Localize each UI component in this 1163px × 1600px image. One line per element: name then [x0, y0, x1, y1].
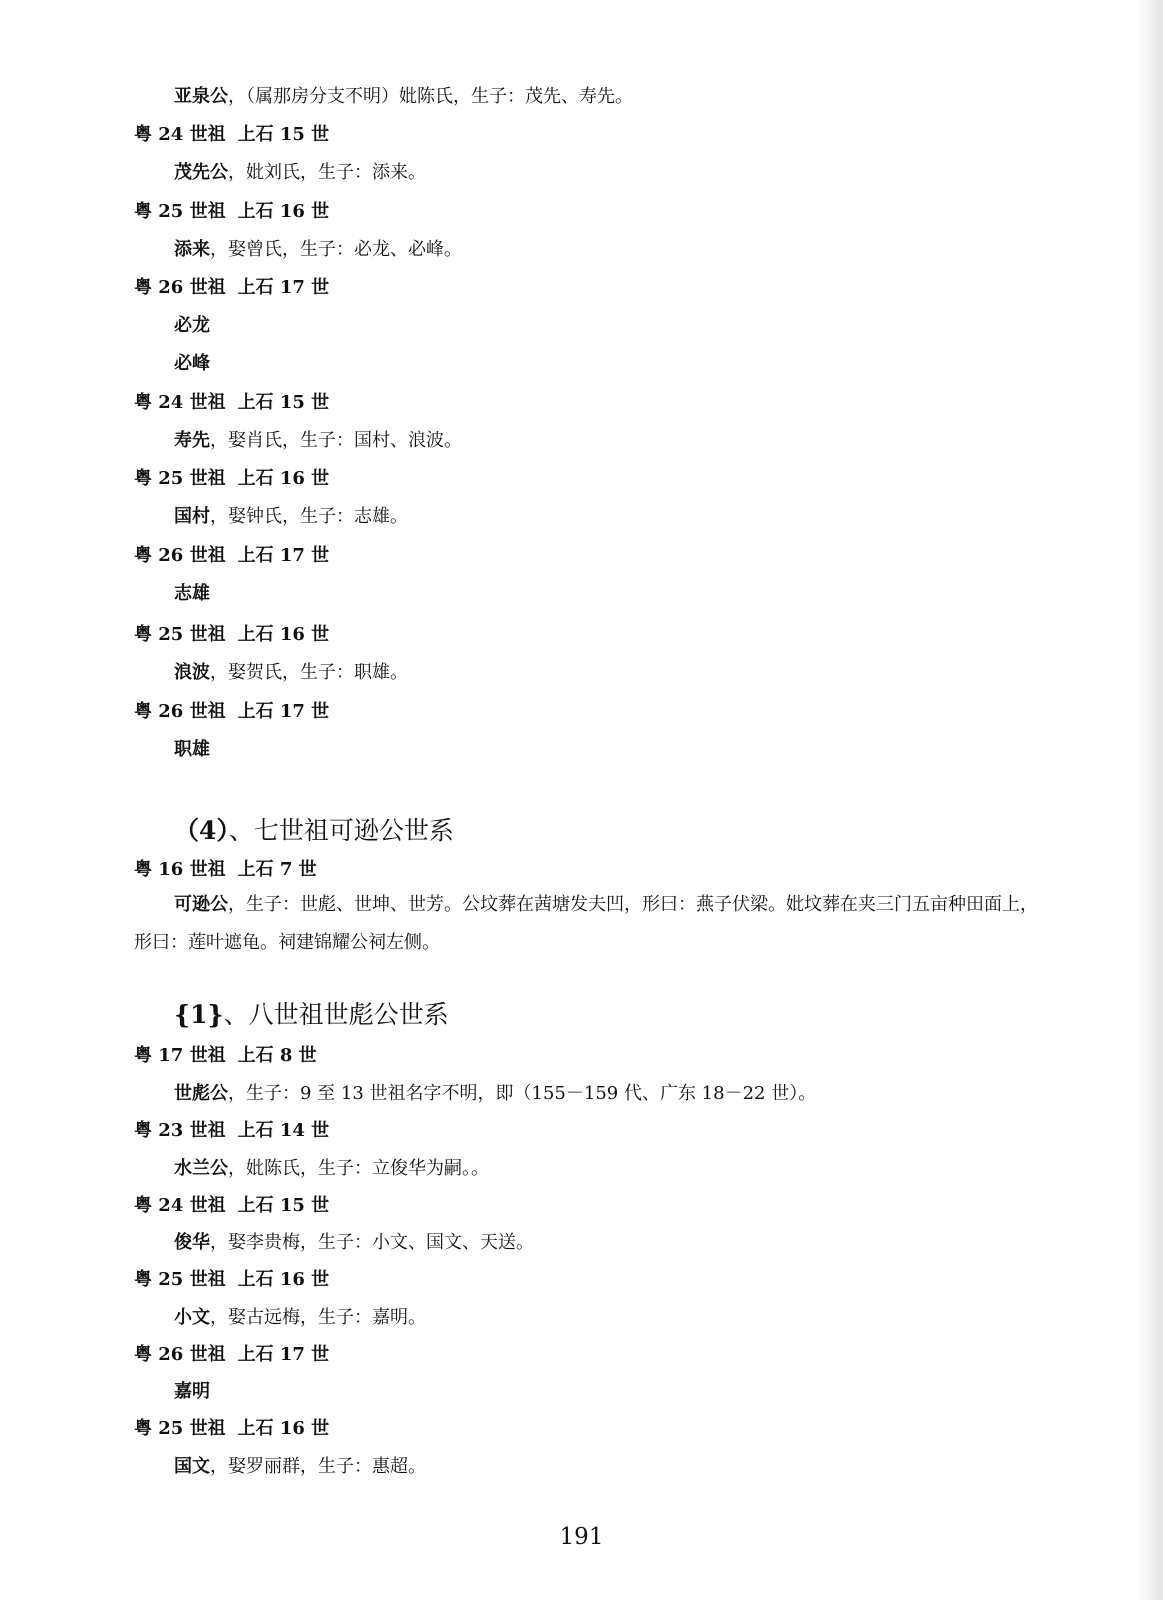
generation-shangshi: 上石 17 世: [237, 1344, 330, 1365]
genealogy-entry: [174, 1383, 210, 1401]
person-name: 浪波: [174, 662, 210, 683]
person-name: 职雄: [174, 739, 210, 760]
person-name: 亚泉公: [174, 86, 228, 107]
entry-text: ，娶李贵梅，生子：小文、国文、天送。: [210, 1232, 534, 1253]
entry-text: ，生子：9 至 13 世祖名字不明，即（155－159 代、广东 18－22 世）。: [228, 1083, 817, 1104]
generation-shangshi: 上石 17 世: [237, 701, 330, 722]
person-name: 必峰: [174, 353, 210, 374]
generation-header: [134, 394, 329, 412]
section-title: 、八世祖世彪公世系: [223, 1000, 449, 1029]
generation-header: [134, 279, 329, 297]
generation-header: [134, 1271, 329, 1289]
generation-guangdong: 粤 25 世祖: [134, 1418, 226, 1439]
generation-shangshi: 上石 14 世: [237, 1120, 330, 1141]
person-name: 小文: [174, 1307, 210, 1328]
generation-guangdong: 粤 25 世祖: [134, 201, 226, 222]
generation-guangdong: 粤 17 世祖: [134, 1045, 226, 1066]
genealogy-entry: [174, 508, 408, 526]
generation-header: [134, 1047, 317, 1065]
generation-shangshi: 上石 16 世: [237, 624, 330, 645]
generation-guangdong: 粤 24 世祖: [134, 1195, 226, 1216]
generation-shangshi: 上石 16 世: [237, 1418, 330, 1439]
genealogy-entry: [174, 741, 210, 759]
genealogy-entry: [174, 1234, 534, 1252]
genealogy-entry: [174, 164, 426, 182]
generation-guangdong: 粤 26 世祖: [134, 1344, 226, 1365]
generation-header: [134, 1346, 329, 1364]
generation-header: [134, 1197, 329, 1215]
genealogy-entry: [174, 585, 210, 603]
entry-text: ，娶罗丽群，生子：惠超。: [210, 1456, 426, 1477]
person-name: 国文: [174, 1456, 210, 1477]
entry-text: ，妣陈氏，生子：立俊华为嗣。。: [228, 1158, 489, 1179]
person-name: 寿先: [174, 430, 210, 451]
entry-text: ，娶肖氏，生子：国村、浪波。: [210, 430, 462, 451]
genealogy-entry: [174, 432, 462, 450]
generation-shangshi: 上石 17 世: [237, 277, 330, 298]
person-name: 必龙: [174, 315, 210, 336]
entry-text: ，妣刘氏，生子：添来。: [228, 162, 426, 183]
entry-text: ，（属那房分支不明）妣陈氏，生子：茂先、寿先。: [228, 86, 633, 107]
genealogy-entry: [174, 1085, 816, 1103]
entry-text: ，娶曾氏，生子：必龙、必峰。: [210, 239, 462, 260]
genealogy-entry: [174, 1458, 426, 1476]
generation-shangshi: 上石 15 世: [237, 392, 330, 413]
person-name: 俊华: [174, 1232, 210, 1253]
generation-shangshi: 上石 17 世: [237, 545, 330, 566]
generation-guangdong: 粤 25 世祖: [134, 468, 226, 489]
generation-shangshi: 上石 15 世: [237, 1195, 330, 1216]
generation-header: [134, 703, 329, 721]
page-edge-shadow: [1137, 0, 1163, 1600]
generation-shangshi: 上石 16 世: [237, 201, 330, 222]
genealogy-entry: [174, 355, 210, 373]
generation-header: [134, 861, 317, 879]
generation-shangshi: 上石 8 世: [237, 1045, 317, 1066]
genealogy-entry: [174, 1160, 489, 1178]
section-title: 、七世祖可逊公世系: [228, 816, 454, 845]
person-name: 嘉明: [174, 1381, 210, 1402]
generation-header: [134, 626, 329, 644]
section-number: （4）: [174, 816, 229, 845]
person-name: 茂先公: [174, 162, 228, 183]
person-name: 世彪公: [174, 1083, 228, 1104]
person-name: 添来: [174, 239, 210, 260]
generation-guangdong: 粤 25 世祖: [134, 624, 226, 645]
entry-text: ，娶贺氏，生子：职雄。: [210, 662, 408, 683]
generation-header: [134, 1122, 329, 1140]
section-number: {1}: [174, 1000, 224, 1029]
entry-text: ，娶古远梅，生子：嘉明。: [210, 1307, 426, 1328]
page-number: 191: [559, 1524, 604, 1550]
generation-header: [134, 203, 329, 221]
section-heading: [174, 1002, 449, 1027]
person-name: 水兰公: [174, 1158, 228, 1179]
entry-text: ，生子：世彪、世坤、世芳。公坟葬在茜塘发夫凹，形曰：燕子伏梁。妣坟葬在夹三门五亩种田面上，形曰：莲叶遮龟。祠建锦耀公祠左侧。: [134, 894, 1038, 953]
generation-shangshi: 上石 7 世: [237, 859, 317, 880]
generation-guangdong: 粤 16 世祖: [134, 859, 226, 880]
person-name: 可逊公: [174, 894, 228, 915]
generation-guangdong: 粤 23 世祖: [134, 1120, 226, 1141]
generation-header: [134, 1420, 329, 1438]
person-name: 志雄: [174, 583, 210, 604]
generation-shangshi: 上石 16 世: [237, 468, 330, 489]
genealogy-entry: [174, 88, 633, 106]
genealogy-entry: [174, 241, 462, 259]
section-heading: [174, 818, 454, 843]
generation-guangdong: 粤 26 世祖: [134, 277, 226, 298]
generation-shangshi: 上石 16 世: [237, 1269, 330, 1290]
generation-header: [134, 547, 329, 565]
generation-guangdong: 粤 26 世祖: [134, 701, 226, 722]
generation-shangshi: 上石 15 世: [237, 124, 330, 145]
generation-guangdong: 粤 26 世祖: [134, 545, 226, 566]
genealogy-entry: [174, 1309, 426, 1327]
person-name: 国村: [174, 506, 210, 527]
generation-guangdong: 粤 24 世祖: [134, 124, 226, 145]
entry-text: ，娶钟氏，生子：志雄。: [210, 506, 408, 527]
genealogy-paragraph: [134, 886, 1054, 962]
generation-guangdong: 粤 25 世祖: [134, 1269, 226, 1290]
genealogy-entry: [174, 317, 210, 335]
generation-guangdong: 粤 24 世祖: [134, 392, 226, 413]
generation-header: [134, 470, 329, 488]
generation-header: [134, 126, 329, 144]
genealogy-entry: [174, 664, 408, 682]
